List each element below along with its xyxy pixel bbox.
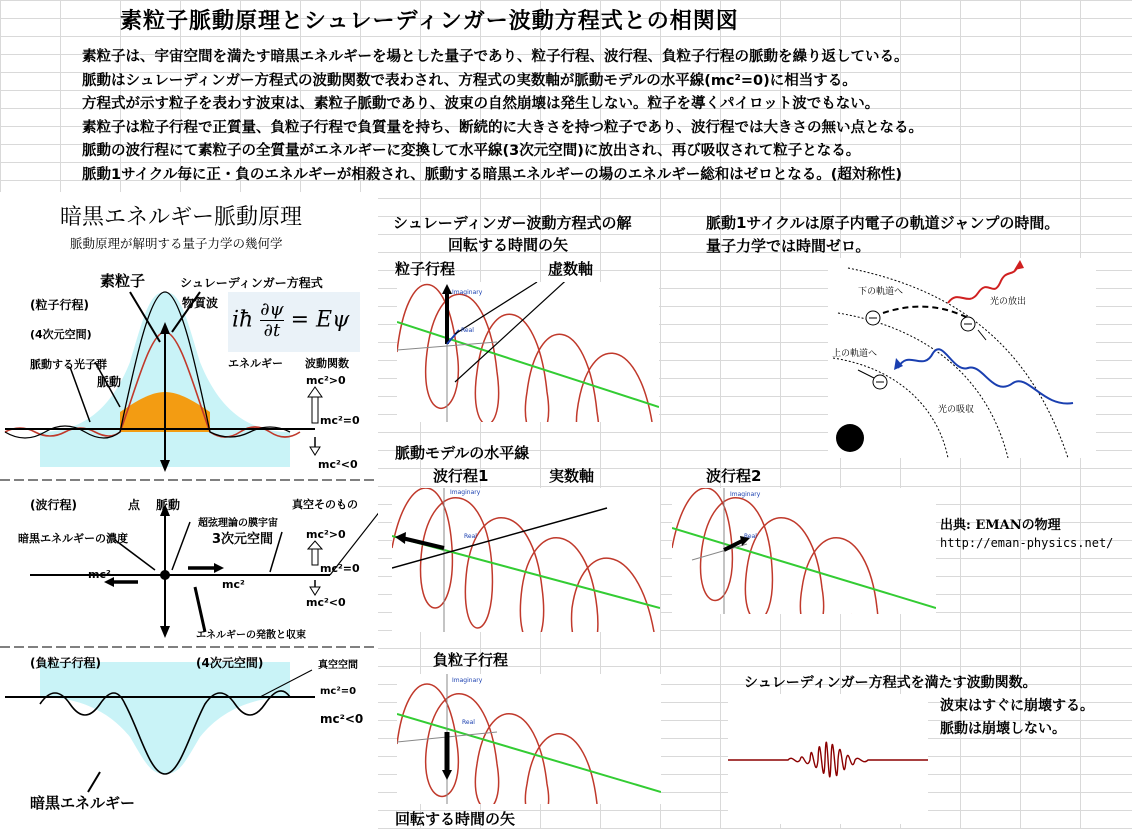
jump-line-1: 脈動1サイクルは原子内電子の軌道ジャンプの時間。 bbox=[706, 214, 1060, 232]
particle-stage-label: 粒子行程 bbox=[395, 260, 456, 278]
label-light-emission: 光の放出 bbox=[990, 297, 1027, 307]
label-energy-emission: エネルギーの発散と収束 bbox=[196, 630, 306, 641]
label-energy: エネルギー bbox=[228, 357, 283, 370]
horizon-label: 脈動モデルの水平線 bbox=[395, 444, 530, 462]
label-mc-positive: mc²>0 bbox=[306, 374, 346, 387]
imaginary-tag: Imaginary bbox=[452, 677, 483, 684]
intro-text bbox=[82, 46, 923, 187]
intro-line: 脈動1サイクル毎に正・負のエネルギーが相殺され、脈動する暗黒エネルギーの場のエネルギー総和はゼロとなる。(超対称性) bbox=[82, 166, 902, 183]
real-tag: Real bbox=[464, 533, 477, 540]
label-wave-stage: (波行程) bbox=[30, 498, 77, 512]
jump-line-2: 量子力学では時間ゼロ。 bbox=[706, 237, 871, 255]
label-wave-mc-positive: mc²>0 bbox=[306, 528, 346, 541]
label-point: 点 bbox=[128, 498, 141, 512]
imaginary-axis-label: 虚数軸 bbox=[548, 260, 594, 278]
label-pulsation: 脈動 bbox=[97, 375, 122, 389]
time-arrow-label: 回転する時間の矢 bbox=[448, 236, 569, 254]
label-negative-4d: (4次元空間) bbox=[196, 656, 264, 670]
label-mc-zero: mc²=0 bbox=[320, 414, 360, 427]
no-collapse-text: 脈動は崩壊しない。 bbox=[940, 721, 1066, 737]
pulsation-principle-panel bbox=[0, 192, 378, 829]
label-upper-orbit: 上の軌道へ bbox=[832, 349, 878, 359]
label-photons: 脈動する光子群 bbox=[30, 358, 107, 371]
label-4d-space: (4次元空間) bbox=[30, 328, 92, 341]
label-neg-mc-negative: mc²<0 bbox=[320, 712, 364, 726]
intro-line: 素粒子は、宇宙空間を満たす暗黒エネルギーを場とした量子であり、粒子行程、波行程、負粒子行程の脈動を繰り返している。 bbox=[82, 49, 909, 65]
real-tag: Real bbox=[461, 327, 474, 334]
panel-heading: 暗黒エネルギー脈動原理 bbox=[60, 205, 303, 230]
helix-panel-wave2 bbox=[672, 488, 936, 614]
label-wavefunction: 波動関数 bbox=[305, 357, 349, 370]
real-tag: Real bbox=[462, 719, 475, 726]
label-vacuum-space: 真空空間 bbox=[318, 660, 358, 671]
label-dark-energy: 暗黒エネルギー bbox=[30, 794, 136, 812]
negative-stage-label: 負粒子行程 bbox=[433, 651, 509, 669]
label-neg-mc-zero: mc²=0 bbox=[320, 686, 357, 697]
imaginary-tag: Imaginary bbox=[450, 489, 481, 496]
real-axis-label: 実数軸 bbox=[549, 467, 595, 485]
imaginary-tag: Imaginary bbox=[452, 289, 483, 296]
wave1-label: 波行程1 bbox=[433, 467, 489, 485]
label-vacuum-itself: 真空そのもの bbox=[292, 498, 358, 511]
label-particle: 素粒子 bbox=[100, 272, 146, 290]
wavefunction-title: シュレーディンガー方程式を満たす波動関数。 bbox=[744, 675, 1037, 691]
schrodinger-formula: iħ $\frac{\partial\psi}{\partial t}$ = Eψ bbox=[232, 299, 350, 341]
label-wave-pulsation: 脈動 bbox=[156, 498, 181, 512]
label-dark-density: 暗黒エネルギーの濃度 bbox=[18, 532, 128, 545]
label-mc-left: mc² bbox=[88, 568, 111, 581]
label-mc-right: mc² bbox=[222, 578, 245, 591]
orbit-jump-figure bbox=[828, 258, 1096, 458]
label-schrodinger: シュレーディンガー方程式 bbox=[180, 276, 323, 290]
label-wave-mc-zero: mc²=0 bbox=[320, 562, 360, 575]
intro-line: 脈動はシュレーディンガー方程式の波動関数で表わされ、方程式の実数軸が脈動モデルの水平線(mc²=0)に相当する。 bbox=[82, 72, 857, 89]
label-particle-stage: (粒子行程) bbox=[30, 298, 89, 312]
intro-line: 素粒子は粒子行程で正質量、負粒子行程で負質量を持ち、断続的に大きさを持つ粒子であり、波行程では大きさの無い点となる。 bbox=[82, 119, 923, 136]
helix-panel-particle bbox=[397, 282, 659, 422]
solution-title: シュレーディンガー波動方程式の解 bbox=[393, 214, 632, 232]
label-wave-mc-negative: mc²<0 bbox=[306, 596, 346, 609]
helix-panel-wave1 bbox=[392, 488, 660, 632]
collapse-text: 波束はすぐに崩壊する。 bbox=[940, 698, 1094, 714]
real-tag: Real bbox=[744, 533, 757, 540]
label-lower-orbit: 下の軌道へ bbox=[858, 287, 904, 297]
panel-subheading: 脈動原理が解明する量子力学の幾何学 bbox=[70, 236, 283, 251]
source-label: 出典: EMANの物理 bbox=[940, 518, 1061, 533]
label-3d-space: 3次元空間 bbox=[212, 532, 274, 547]
label-string-theory: 超弦理論の膜宇宙 bbox=[198, 518, 278, 529]
wave-packet-figure bbox=[728, 694, 928, 824]
imaginary-tag: Imaginary bbox=[730, 491, 761, 498]
intro-line: 脈動の波行程にて素粒子の全質量がエネルギーに変換して水平線(3次元空間)に放出され、再び吸収されて粒子となる。 bbox=[82, 143, 861, 159]
label-matter-wave: 物質波 bbox=[182, 296, 219, 310]
page-title: 素粒子脈動原理とシュレーディンガー波動方程式との相関図 bbox=[120, 9, 739, 34]
source-url[interactable]: http://eman-physics.net/ bbox=[940, 536, 1114, 550]
label-negative-stage: (負粒子行程) bbox=[30, 656, 101, 670]
wave2-label: 波行程2 bbox=[706, 467, 762, 485]
schrodinger-formula-box bbox=[228, 292, 360, 352]
helix-panel-negative bbox=[397, 674, 661, 804]
label-mc-negative: mc²<0 bbox=[318, 458, 358, 471]
time-arrow-label-2: 回転する時間の矢 bbox=[395, 810, 516, 828]
intro-line: 方程式が示す粒子を表わす波束は、素粒子脈動であり、波束の自然崩壊は発生しない。粒子を導くパイロット波でもない。 bbox=[82, 96, 880, 112]
label-light-absorption: 光の吸収 bbox=[938, 405, 975, 415]
